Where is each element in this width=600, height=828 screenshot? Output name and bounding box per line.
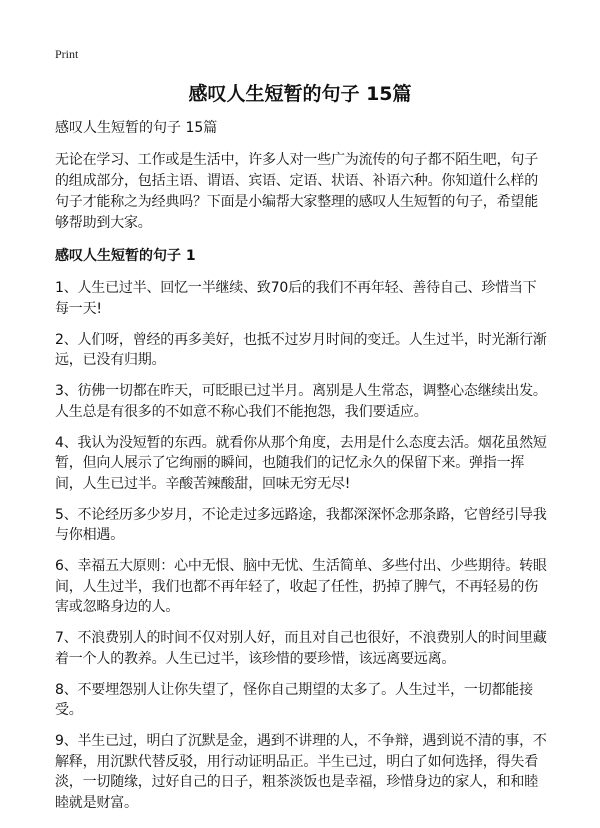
document-title: 感叹人生短暂的句子 15篇 bbox=[188, 83, 412, 105]
list-item: 2、人们呀，曾经的再多美好，也抵不过岁月时间的变迁。人生过半，时光渐行渐远，已没有归期。 bbox=[55, 331, 547, 368]
intro-paragraph: 无论在学习、工作或是生活中，许多人对一些广为流传的句子都不陌生吧，句子的组成部分，包括主语、谓语、宾语、定语、状语、补语六种。你知道什么样的句子才能称之为经典吗？下面是小编帮大家整理的感叹人生短暂的句子，希望能够帮助到大家。 bbox=[55, 152, 538, 231]
list-item: 1、人生已过半、回忆一半继续、致70后的我们不再年轻、善待自己、珍惜当下每一天! bbox=[55, 280, 537, 317]
list-item: 3、彷佛一切都在昨天，可眨眼已过半月。离别是人生常态，调整心态继续出发。人生总是有很多的不如意不称心我们不能抱怨，我们要适应。 bbox=[55, 383, 547, 420]
list-item: 5、不论经历多少岁月，不论走过多远路途，我都深深怀念那条路，它曾经引导我与你相遇。 bbox=[55, 506, 547, 543]
list-item: 9、半生已过，明白了沉默是金，遇到不讲理的人，不争辩，遇到说不清的事，不解释，用沉默代替反驳，用行动证明品正。半生已过，明白了如何选择，得失看淡，一切随缘，过好自己的日子，粗茶淡饭也是幸福，珍惜身边的家人，和和睦睦就是财富。 bbox=[55, 733, 547, 811]
print-label: Print bbox=[55, 47, 79, 61]
list-item: 6、幸福五大原则：心中无恨、脑中无忧、生活简单、多些付出、少些期待。转眼间，人生过半，我们也都不再年轻了，收起了任性，扔掉了脾气，不再轻易的伤害或忽略身边的人。 bbox=[55, 558, 547, 615]
list-item: 4、我认为没短暂的东西。就看你从那个角度，去用是什么态度去活。烟花虽然短暂，但向人展示了它绚丽的瞬间，也随我们的记忆永久的保留下来。弹指一挥间，人生已过半。辛酸苦辣酸甜，回味无穷无尽! bbox=[55, 434, 547, 492]
list-item: 7、不浪费别人的时间不仅对别人好，而且对自己也很好，不浪费别人的时间里藏着一个人的教养。人生已过半，该珍惜的要珍惜，该远离要远离。 bbox=[55, 630, 547, 667]
document-subtitle: 感叹人生短暂的句子 15篇 bbox=[55, 120, 218, 136]
section-heading: 感叹人生短暂的句子 1 bbox=[55, 248, 196, 264]
document-body bbox=[55, 118, 550, 824]
list-item: 8、不要埋怨别人让你失望了，怪你自己期望的太多了。人生过半，一切都能接受。 bbox=[55, 681, 533, 718]
